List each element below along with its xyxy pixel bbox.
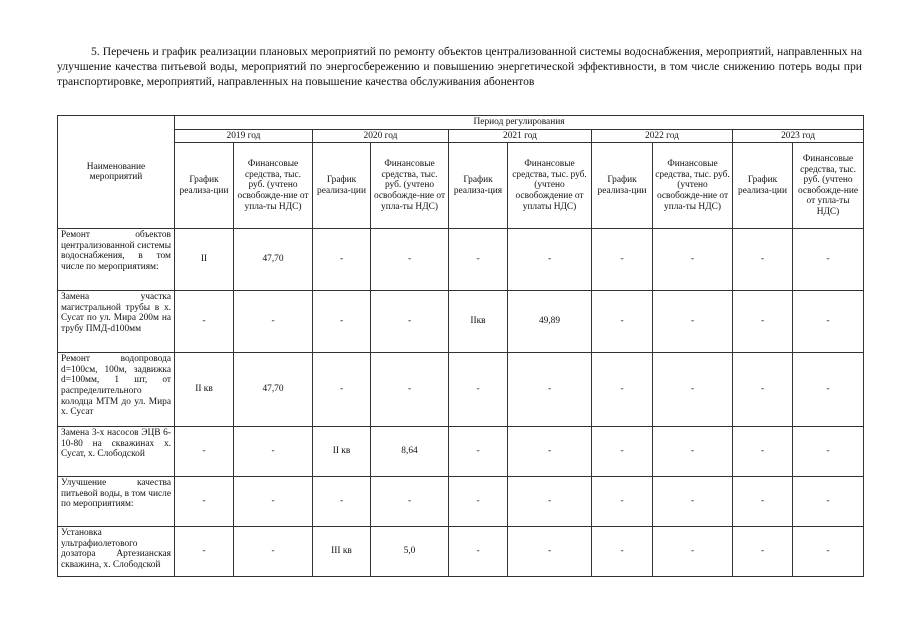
table-row [58,291,864,353]
cell-value: 8,64 [371,427,449,477]
measure-name: Замена участка магистральной трубы в х. Сусат по ул. Мира 200м на трубу ПМД-d100мм [58,291,175,353]
cell-value: - [508,527,592,577]
funds-header-2019: Финансовые средства, тыс. руб. (учтено освобожде-ние от упла-ты НДС) [234,143,313,229]
funds-header-2022: Финансовые средства, тыс. руб. (учтено освобожде-ние от упла-ты НДС) [653,143,733,229]
cell-value: - [793,291,864,353]
cell-value: - [449,229,508,291]
year-header-2022: 2022 год [592,129,733,143]
year-header-2021: 2021 год [449,129,592,143]
table-row [58,353,864,427]
header-row-period [58,116,864,130]
cell-value: - [653,291,733,353]
cell-value: 47,70 [234,229,313,291]
measure-name: Ремонт водопровода d=100см, 100м, задвижка d=100мм, 1 шт, от распределительного колодца МТМ до ул. Мира х. Сусат [58,353,175,427]
cell-value: - [449,477,508,527]
cell-value: - [371,291,449,353]
cell-value: - [175,477,234,527]
funds-header-2023: Финансовые средства, тыс. руб. (учтено освобожде-ние от упла-ты НДС) [793,143,864,229]
cell-value: - [733,477,793,527]
cell-value: - [234,427,313,477]
cell-value: IIкв [449,291,508,353]
cell-value: - [313,229,371,291]
cell-value: - [313,353,371,427]
schedule-header-2021: График реализа-ция [449,143,508,229]
schedule-header-2023: График реализа-ции [733,143,793,229]
cell-value: - [371,353,449,427]
cell-value: III кв [313,527,371,577]
cell-value: - [592,291,653,353]
cell-value: - [175,527,234,577]
year-header-2020: 2020 год [313,129,449,143]
funds-header-2021: Финансовые средства, тыс. руб. (учтено освобождение от уплаты НДС) [508,143,592,229]
cell-value: - [592,229,653,291]
table-row [58,477,864,527]
cell-value: - [733,291,793,353]
cell-value: - [793,229,864,291]
cell-value: 47,70 [234,353,313,427]
implementation-schedule-table [57,115,864,577]
cell-value: II [175,229,234,291]
funds-header-2020: Финансовые средства, тыс. руб. (учтено освобожде-ние от упла-ты НДС) [371,143,449,229]
cell-value: - [508,477,592,527]
section-heading [57,44,862,89]
cell-value: - [653,427,733,477]
cell-value: - [508,353,592,427]
cell-value: - [793,477,864,527]
cell-value: - [175,427,234,477]
cell-value: - [653,229,733,291]
cell-value: - [234,291,313,353]
cell-value: - [234,477,313,527]
measure-name: Ремонт объектов централизованной системы водоснабжения, в том числе по мероприятиям: [58,229,175,291]
cell-value: - [234,527,313,577]
cell-value: - [733,229,793,291]
year-header-2023: 2023 год [733,129,864,143]
table-row [58,527,864,577]
cell-value: - [733,527,793,577]
schedule-header-2020: График реализа-ции [313,143,371,229]
cell-value: - [653,527,733,577]
cell-value: - [175,291,234,353]
cell-value: - [592,353,653,427]
cell-value: - [449,527,508,577]
measure-name: Установка ультрафиолетового дозатора Артезианская скважина, х. Слободской [58,527,175,577]
cell-value: - [653,477,733,527]
cell-value: - [449,427,508,477]
cell-value: - [508,229,592,291]
cell-value: - [793,353,864,427]
cell-value: II кв [313,427,371,477]
measure-name: Улучшение качества питьевой воды, в том числе по мероприятиям: [58,477,175,527]
schedule-header-2022: График реализа-ции [592,143,653,229]
cell-value: - [733,427,793,477]
cell-value: - [793,527,864,577]
cell-value: - [371,477,449,527]
schedule-header-2019: График реализа-ции [175,143,234,229]
cell-value: 49,89 [508,291,592,353]
measure-name: Замена 3-х насосов ЭЦВ 6-10-80 на скважинах х. Сусат, х. Слободской [58,427,175,477]
cell-value: - [449,353,508,427]
table-row [58,427,864,477]
name-column-header: Наименование мероприятий [58,116,175,229]
table-row [58,229,864,291]
cell-value: - [508,427,592,477]
cell-value: 5,0 [371,527,449,577]
cell-value: - [371,229,449,291]
header-row-years [58,129,864,143]
header-row-subcolumns [58,143,864,229]
cell-value: - [592,427,653,477]
cell-value: - [313,477,371,527]
cell-value: - [653,353,733,427]
section-heading-text: 5. Перечень и график реализации плановых мероприятий по ремонту объектов централизованной системы водоснабжения, мероприятий, направленных на улучшение качества питьевой воды, мероприятий по энергосбережению и повышению энергетической эффективности, в том числе снижению потерь воды при транспортировке, мероприятий, направленных на повышение качества обслуживания абонентов [57,45,862,88]
cell-value: - [592,527,653,577]
cell-value: - [793,427,864,477]
cell-value: II кв [175,353,234,427]
cell-value: - [733,353,793,427]
year-header-2019: 2019 год [175,129,313,143]
cell-value: - [313,291,371,353]
period-header: Период регулирования [175,116,864,130]
cell-value: - [592,477,653,527]
